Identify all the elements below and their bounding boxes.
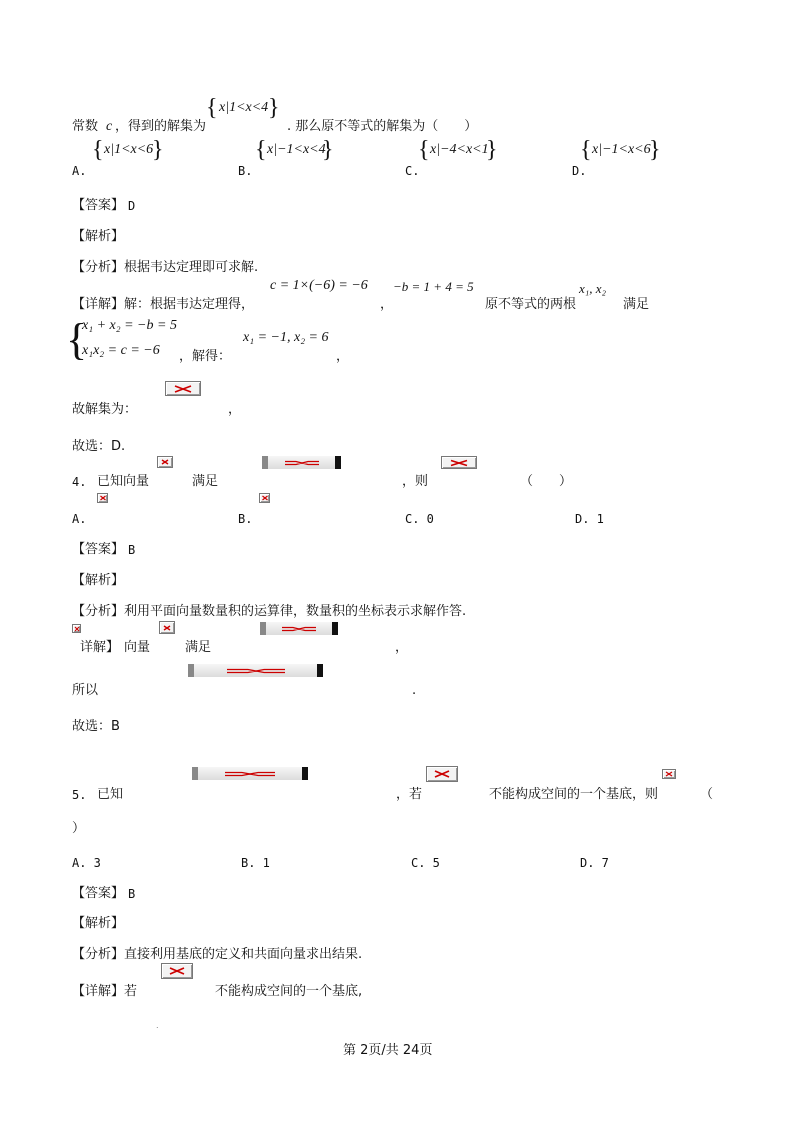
q5-answer: B bbox=[128, 887, 136, 901]
q3-option-b-label: B. bbox=[238, 164, 253, 178]
q3-solution-set-broken-image-icon bbox=[165, 381, 201, 396]
q3-option-a-label: A. bbox=[72, 164, 87, 178]
q3-option-b-set: x|−1<x<4 bbox=[267, 142, 326, 157]
q3-answer-tag: 【答案】 bbox=[72, 198, 125, 213]
q3-option-d-set: x|−1<x<6 bbox=[592, 142, 651, 157]
q5-number: 5. bbox=[72, 788, 87, 802]
q4-number: 4. bbox=[72, 475, 87, 489]
q3-system-line-1: x₁ + x₂ = −b = 5 bbox=[82, 318, 177, 333]
q5-xiangjie-text-a: 若 bbox=[124, 984, 138, 999]
q5-stem-a: 已知 bbox=[97, 787, 124, 802]
opt-d-brace-open: { bbox=[580, 137, 592, 163]
q3-stem-mid: ，得到的解集为 bbox=[115, 119, 207, 134]
q3-option-a-set: x|1<x<6 bbox=[104, 142, 154, 157]
q5-option-d: D. 7 bbox=[580, 856, 609, 870]
q4-option-d: D. 1 bbox=[575, 512, 604, 526]
given-set-brace-open: { bbox=[206, 95, 218, 121]
q3-solve-text: ，解得： bbox=[179, 349, 232, 364]
opt-c-brace-close: } bbox=[486, 137, 498, 163]
q3-eq-c: c = 1×(−6) = −6 bbox=[270, 278, 368, 293]
q4-comma: ， bbox=[395, 640, 409, 655]
q3-answer: D bbox=[128, 199, 136, 213]
q5-xiangjie-text-b: 不能构成空间的一个基底, bbox=[215, 984, 363, 999]
q4-paren: （ ） bbox=[520, 474, 573, 489]
q4-condition-broken-image-icon bbox=[262, 456, 341, 469]
system-brace: { bbox=[66, 315, 88, 364]
q3-choose: 故选：D. bbox=[72, 439, 126, 454]
q4-period: . bbox=[412, 683, 417, 698]
q5-paren-open: （ bbox=[700, 787, 714, 802]
q4-stem-b: 满足 bbox=[192, 474, 219, 489]
q5-analysis-tag: 【解析】 bbox=[72, 916, 125, 931]
given-set-brace-close: } bbox=[268, 95, 280, 121]
q4-answer: B bbox=[128, 543, 136, 557]
q3-solution-set-text: 故解集为： bbox=[72, 402, 138, 417]
q3-system-line-2: x₁x₂ = c = −6 bbox=[82, 343, 160, 358]
opt-b-brace-open: { bbox=[255, 137, 267, 163]
q3-xiangjie-text: 解：根据韦达定理得， bbox=[124, 297, 255, 312]
q4-fenxi-tag: 【分析】 bbox=[72, 604, 125, 619]
page-footer: 第 2页/共 24页 bbox=[343, 1043, 433, 1058]
q3-stem-pre: 常数 bbox=[72, 119, 99, 134]
opt-b-brace-close: } bbox=[322, 137, 334, 163]
q3-satisfy: 满足 bbox=[623, 297, 650, 312]
q5-condition-broken-image-icon bbox=[426, 766, 458, 782]
opt-a-brace-open: { bbox=[92, 137, 104, 163]
q3-comma-1: ， bbox=[380, 297, 394, 312]
q4-satisfy: 满足 bbox=[185, 640, 212, 655]
given-set: x|1<x<4 bbox=[219, 100, 269, 115]
q4-option-b-broken-image-icon bbox=[259, 493, 270, 503]
q3-fenxi-text: 根据韦达定理即可求解. bbox=[124, 260, 259, 275]
opt-c-brace-open: { bbox=[418, 137, 430, 163]
q3-roots-text: 原不等式的两根 bbox=[485, 297, 577, 312]
q4-stem-a: 已知向量 bbox=[97, 474, 150, 489]
q4-option-a: A. bbox=[72, 512, 87, 526]
q5-vectors-broken-image-icon bbox=[192, 767, 308, 780]
q5-answer-tag: 【答案】 bbox=[72, 886, 125, 901]
q3-option-d-label: D. bbox=[572, 164, 587, 178]
q4-xiangjie-tag: 详解】 bbox=[80, 640, 120, 655]
q4-detail-condition-broken-image-icon bbox=[260, 622, 338, 635]
q4-vectors-broken-image-icon bbox=[157, 456, 173, 468]
q5-detail-broken-image-icon bbox=[161, 963, 193, 979]
opt-a-brace-close: } bbox=[152, 137, 164, 163]
q5-option-a: A. 3 bbox=[72, 856, 101, 870]
q3-eq-b: −b = 1 + 4 = 5 bbox=[393, 279, 474, 294]
q4-so: 所以 bbox=[72, 683, 99, 698]
q4-option-a-broken-image-icon bbox=[97, 493, 108, 503]
q4-stem-c: ，则 bbox=[402, 474, 429, 489]
q5-stem-c: 不能构成空间的一个基底，则 bbox=[489, 787, 659, 802]
q5-fenxi-text: 直接利用基底的定义和共面向量求出结果. bbox=[124, 947, 363, 962]
q4-answer-tag: 【答案】 bbox=[72, 542, 125, 557]
q5-option-b: B. 1 bbox=[241, 856, 270, 870]
q3-xiangjie-tag: 【详解】 bbox=[72, 297, 125, 312]
q4-analysis-tag: 【解析】 bbox=[72, 573, 125, 588]
q3-analysis-tag: 【解析】 bbox=[72, 229, 125, 244]
q5-paren-close: ） bbox=[72, 821, 86, 836]
q5-target-broken-image-icon bbox=[662, 769, 676, 779]
q3-option-c-label: C. bbox=[405, 164, 420, 178]
opt-d-brace-close: } bbox=[649, 137, 661, 163]
q4-choose: 故选：B bbox=[72, 719, 120, 734]
q4-so-expression-broken-image-icon bbox=[188, 664, 323, 677]
q5-xiangjie-tag: 【详解】 bbox=[72, 984, 125, 999]
q4-option-c: C. 0 bbox=[405, 512, 434, 526]
q4-detail-vectors-broken-image-icon bbox=[159, 621, 175, 634]
q4-xiangjie-text: 向量 bbox=[124, 640, 151, 655]
q5-stem-b: ，若 bbox=[396, 787, 423, 802]
q3-solution: x₁ = −1, x₂ = 6 bbox=[243, 330, 329, 345]
q4-option-b: B. bbox=[238, 512, 253, 526]
q4-target-broken-image-icon bbox=[441, 456, 477, 469]
q3-fenxi-tag: 【分析】 bbox=[72, 260, 125, 275]
q5-fenxi-tag: 【分析】 bbox=[72, 947, 125, 962]
q4-detail-tiny-broken-image-icon bbox=[72, 624, 81, 633]
q3-comma-3: ， bbox=[228, 402, 242, 417]
q5-trailing-dot: . bbox=[156, 1021, 159, 1030]
q4-fenxi-text: 利用平面向量数量积的运算律，数量积的坐标表示求解作答. bbox=[124, 604, 467, 619]
q3-option-c-set: x|−4<x<1 bbox=[430, 142, 489, 157]
q3-stem-post: . 那么原不等式的解集为（ ） bbox=[287, 119, 478, 134]
q3-stem-var-c: c bbox=[106, 119, 113, 134]
q3-comma-2: ， bbox=[336, 349, 350, 364]
q5-option-c: C. 5 bbox=[411, 856, 440, 870]
q3-roots-vars: x₁, x₂ bbox=[579, 281, 607, 296]
